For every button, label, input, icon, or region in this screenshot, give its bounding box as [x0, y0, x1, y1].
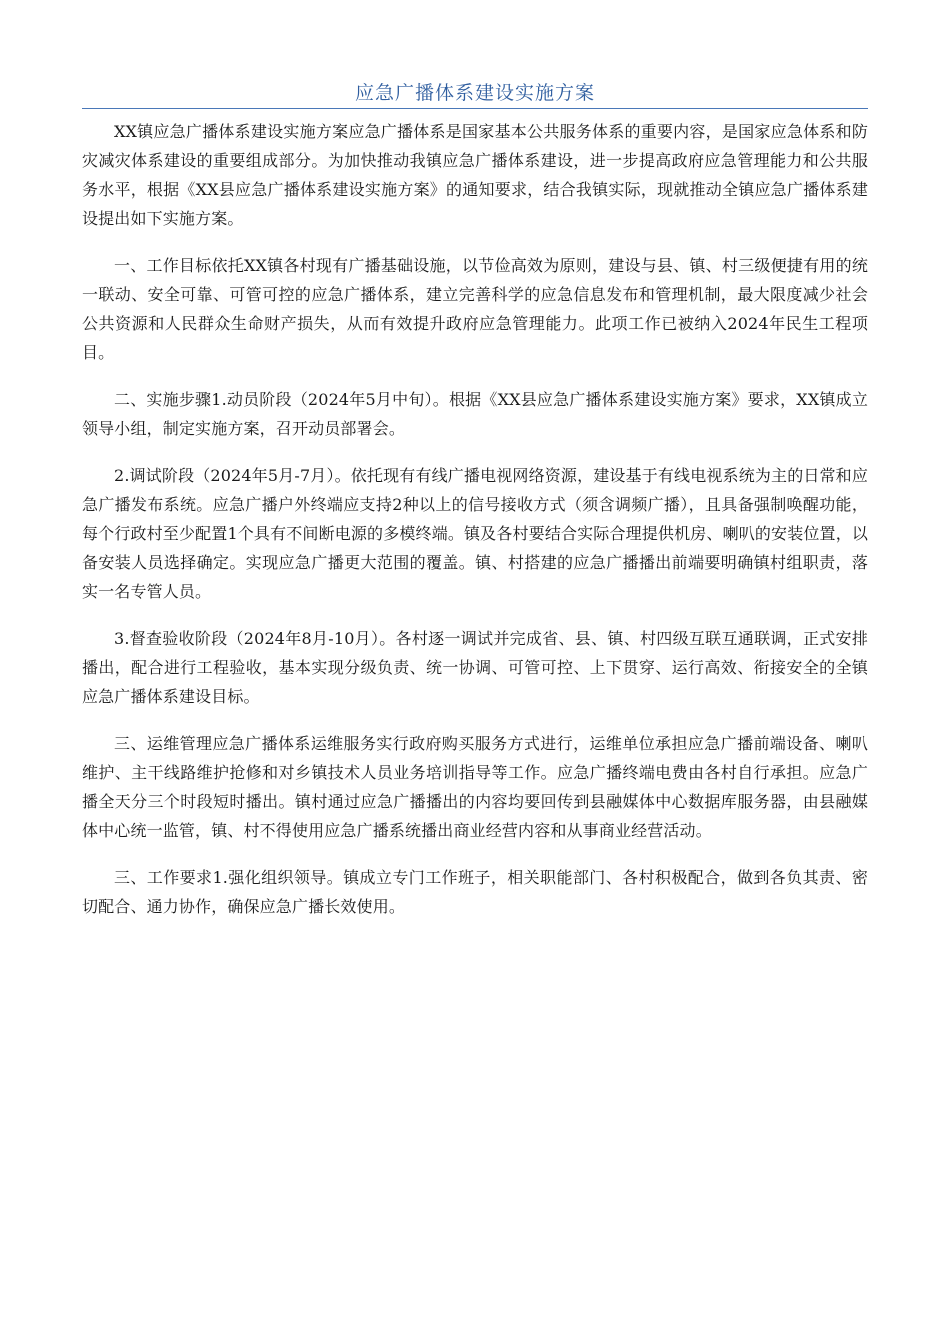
document-page [82, 78, 868, 939]
paragraph-requirements: 三、工作要求1.强化组织领导。镇成立专门工作班子，相关职能部门、各村积极配合，做到各负其责、密切配合、通力协作，确保应急广播长效使用。 [82, 868, 868, 916]
paragraph-maintenance: 三、运维管理应急广播体系运维服务实行政府购买服务方式进行，运维单位承担应急广播前端设备、喇叭维护、主干线路维护抢修和对乡镇技术人员业务培训指导等工作。应急广播终端电费由各村自行承担。应急广播全天分三个时段短时播出。镇村通过应急广播播出的内容均要回传到县融媒体中心数据库服务器，由县融媒体中心统一监管，镇、村不得使用应急广播系统播出商业经营内容和从事商业经营活动。 [82, 734, 868, 840]
title-divider [82, 108, 868, 109]
paragraph-steps-debugging: 2.调试阶段（2024年5月-7月）。依托现有有线广播电视网络资源，建设基于有线电视系统为主的日常和应急广播发布系统。应急广播户外终端应支持2种以上的信号接收方式（须含调频广播），且具备强制唤醒功能，每个行政村至少配置1个具有不间断电源的多模终端。镇及各村要结合实际合理提供机房、喇叭的安装位置，以备安装人员选择确定。实现应急广播更大范围的覆盖。镇、村搭建的应急广播播出前端要明确镇村组职责，落实一名专管人员。 [82, 466, 868, 601]
paragraph-intro: XX镇应急广播体系建设实施方案应急广播体系是国家基本公共服务体系的重要内容，是国家应急体系和防灾减灾体系建设的重要组成部分。为加快推动我镇应急广播体系建设，进一步提高政府应急管理能力和公共服务水平，根据《XX县应急广播体系建设实施方案》的通知要求，结合我镇实际，现就推动全镇应急广播体系建设提出如下实施方案。 [82, 122, 868, 228]
paragraph-steps-acceptance: 3.督查验收阶段（2024年8月-10月）。各村逐一调试并完成省、县、镇、村四级互联互通联调，正式安排播出，配合进行工程验收，基本实现分级负责、统一协调、可管可控、上下贯穿、运行高效、衔接安全的全镇应急广播体系建设目标。 [82, 629, 868, 706]
document-title: 应急广播体系建设实施方案 [354, 82, 595, 104]
paragraph-work-goal: 一、工作目标依托XX镇各村现有广播基础设施，以节俭高效为原则，建设与县、镇、村三级便捷有用的统一联动、安全可靠、可管可控的应急广播体系，建立完善科学的应急信息发布和管理机制，最大限度减少社会公共资源和人民群众生命财产损失，从而有效提升政府应急管理能力。此项工作已被纳入2024年民生工程项目。 [82, 256, 868, 362]
paragraph-steps-mobilization: 二、实施步骤1.动员阶段（2024年5月中旬）。根据《XX县应急广播体系建设实施方案》要求，XX镇成立领导小组，制定实施方案，召开动员部署会。 [82, 390, 868, 438]
